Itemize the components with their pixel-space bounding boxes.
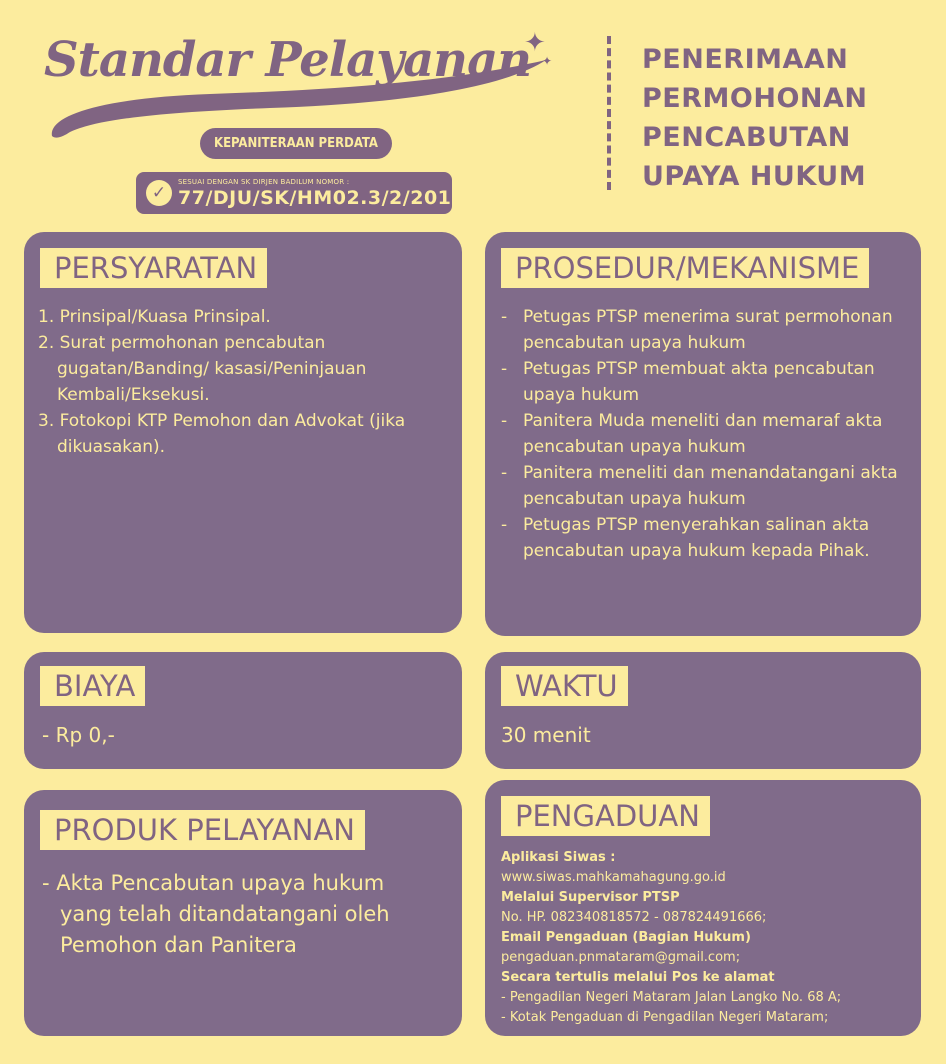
prosedur-list — [501, 304, 911, 564]
waktu-card — [485, 652, 921, 769]
list-item-continuation: Kembali/Eksekusi. — [57, 385, 210, 405]
persyaratan-list — [38, 304, 456, 460]
service-title-line: PENCABUTAN — [642, 122, 851, 153]
list-item: - Panitera meneliti dan menandatangani akta pencabutan upaya hukum — [501, 460, 911, 512]
waktu-label: WAKTU — [501, 666, 628, 706]
list-item: 1. Prinsipal/Kuasa Prinsipal. — [38, 307, 271, 327]
pos-address: - Kotak Pengaduan di Pengadilan Negeri Mataram; — [501, 1010, 829, 1025]
header-divider — [607, 36, 611, 190]
waktu-value: 30 menit — [501, 723, 591, 747]
pos-address: - Pengadilan Negeri Mataram Jalan Langko No. 68 A; — [501, 990, 842, 1005]
persyaratan-label: PERSYARATAN — [40, 248, 267, 288]
list-item-continuation: dikuasakan). — [57, 437, 166, 457]
produk-label: PRODUK PELAYANAN — [40, 810, 365, 850]
pos-heading: Secara tertulis melalui Pos ke alamat — [501, 970, 775, 985]
pengaduan-label: PENGADUAN — [501, 796, 710, 836]
service-title — [642, 40, 867, 196]
list-item: - Petugas PTSP menerima surat permohonan pencabutan upaya hukum — [501, 304, 911, 356]
produk-text — [42, 868, 390, 961]
persyaratan-card — [24, 232, 462, 633]
siwas-link[interactable]: www.siwas.mahkamahagung.go.id — [501, 870, 726, 885]
email-heading: Email Pengaduan (Bagian Hukum) — [501, 930, 751, 945]
department-badge: KEPANITERAAN PERDATA — [200, 128, 392, 159]
siwas-heading: Aplikasi Siwas : — [501, 850, 616, 865]
supervisor-phone: No. HP. 082340818572 - 087824491666; — [501, 910, 767, 925]
produk-card — [24, 790, 462, 1036]
check-badge-icon: ✓ — [146, 180, 172, 206]
pengaduan-details — [501, 848, 913, 1028]
email-link[interactable]: pengaduan.pnmataram@gmail.com; — [501, 950, 741, 965]
supervisor-heading: Melalui Supervisor PTSP — [501, 890, 680, 905]
logo-area — [30, 20, 570, 220]
sk-badge — [136, 172, 466, 214]
list-item: - Petugas PTSP menyerahkan salinan akta pencabutan upaya hukum kepada Pihak. — [501, 512, 911, 564]
sparkle-small-icon: ✦ — [542, 54, 553, 68]
prosedur-card — [485, 232, 921, 636]
list-item: - Panitera Muda meneliti dan memaraf akta pencabutan upaya hukum — [501, 408, 911, 460]
list-item: 2. Surat permohonan pencabutan — [38, 333, 326, 353]
biaya-card — [24, 652, 462, 769]
list-item: - Petugas PTSP membuat akta pencabutan upaya hukum — [501, 356, 911, 408]
service-title-line: UPAYA HUKUM — [642, 161, 867, 192]
biaya-label: BIAYA — [40, 666, 145, 706]
service-title-line: PENERIMAAN — [642, 44, 849, 75]
sparkle-icon: ✦ — [524, 28, 546, 58]
logo-title: Standar Pelayanan — [44, 32, 532, 88]
sk-number: 77/DJU/SK/HM02.3/2/2018 — [178, 187, 466, 209]
service-title-line: PERMOHONAN — [642, 83, 868, 114]
prosedur-label: PROSEDUR/MEKANISME — [501, 248, 869, 288]
produk-line: - Akta Pencabutan upaya hukum — [42, 871, 385, 895]
pengaduan-card — [485, 780, 921, 1036]
list-item-continuation: gugatan/Banding/ kasasi/Peninjauan — [57, 359, 367, 379]
list-item: 3. Fotokopi KTP Pemohon dan Advokat (jika — [38, 411, 406, 431]
produk-line: yang telah ditandatangani oleh — [60, 902, 390, 926]
produk-line: Pemohon dan Panitera — [60, 933, 297, 957]
biaya-value: - Rp 0,- — [42, 723, 115, 747]
sk-caption: SESUAI DENGAN SK DIRJEN BADILUM NOMOR : — [178, 178, 350, 186]
